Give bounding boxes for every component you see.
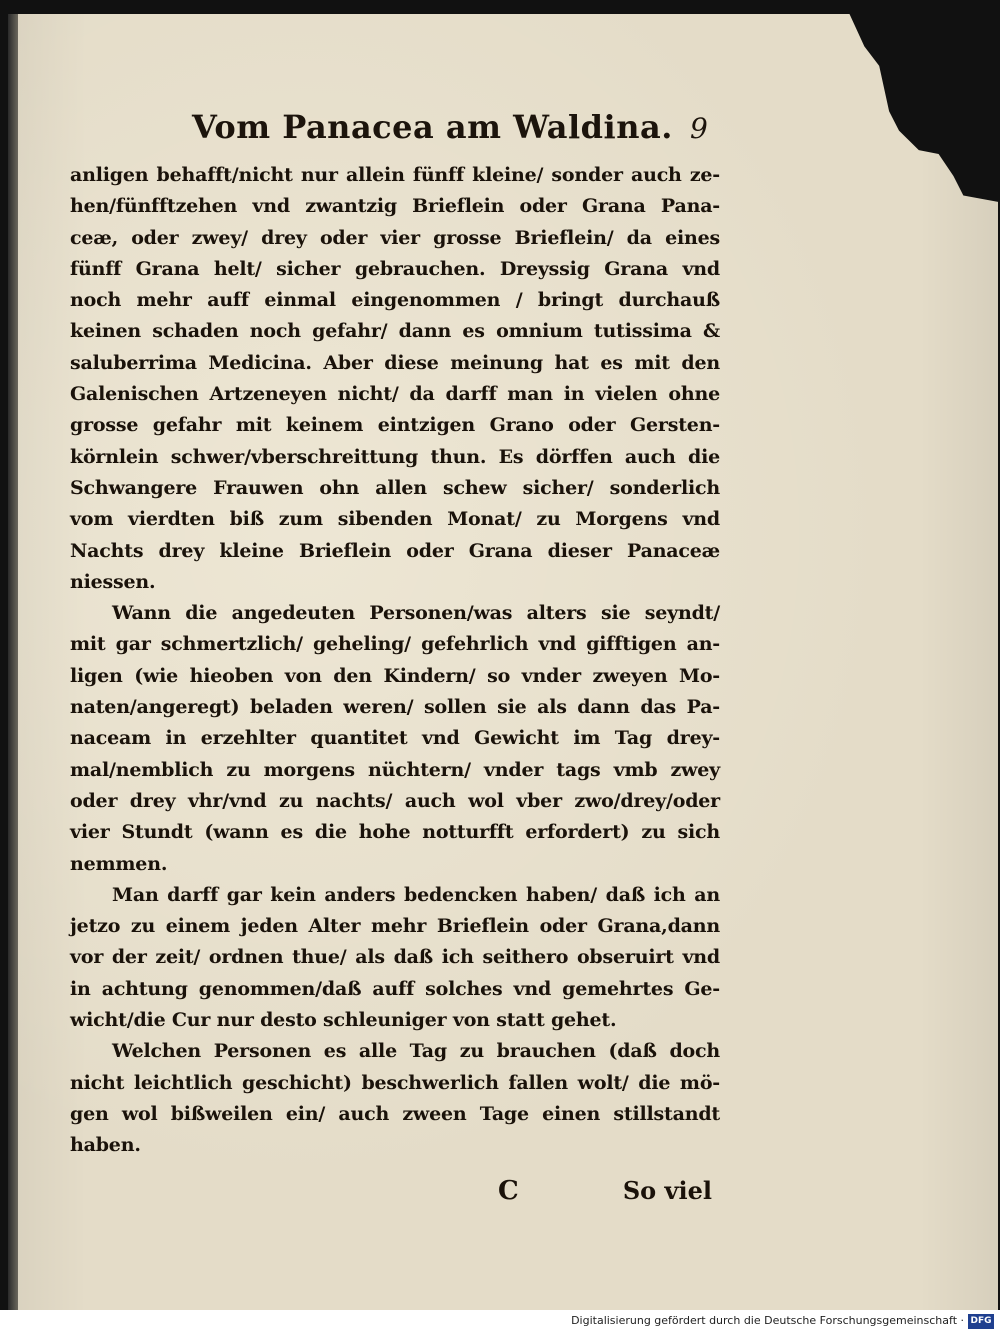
text-line: nicht leichtlich geschicht) beschwerlich fallen wolt/ die mö- [70, 1071, 720, 1094]
text-line: vom vierdten biß zum sibenden Monat/ zu Morgens vnd [70, 508, 720, 531]
text-line: niessen. [70, 570, 156, 593]
text-line: Man darff gar kein anders bedencken haben/ daß ich an [112, 883, 720, 906]
text-line: fünff Grana helt/ sicher gebrauchen. Dreyssig Grana vnd [70, 257, 720, 280]
text-line: hen/fünfftzehen vnd zwantzig Brieflein oder Grana Pana- [70, 195, 720, 218]
text-line: keinen schaden noch gefahr/ dann es omnium tutissima & [70, 320, 720, 343]
text-line: ligen (wie hieoben von den Kindern/ so vnder zweyen Mo- [70, 664, 720, 687]
text-line: noch mehr auff einmal eingenommen / bringt durchauß [70, 289, 720, 312]
text-line: saluberrima Medicina. Aber diese meinung hat es mit den [70, 351, 720, 374]
text-line: Welchen Personen es alle Tag zu brauchen (daß doch [112, 1040, 720, 1063]
text-line: grosse gefahr mit keinem eintzigen Grano oder Gersten- [70, 414, 720, 437]
page-number: 9 [690, 112, 708, 145]
page-header [180, 108, 720, 156]
text-line: körnlein schwer/vberschreittung thun. Es dörffen auch die [70, 445, 720, 468]
text-line: haben. [70, 1134, 141, 1157]
text-line: ceæ, oder zwey/ drey oder vier grosse Brieflein/ da eines [70, 226, 720, 249]
text-line: vor der zeit/ ordnen thue/ als daß ich seithero obseruirt vnd [70, 946, 720, 969]
text-line: mal/nemblich zu morgens nüchtern/ vnder tags vmb zwey [70, 758, 720, 781]
text-line: vier Stundt (wann es die hohe notturfft erfordert) zu sich [70, 821, 720, 844]
dfg-logo-icon[interactable]: DFG [968, 1314, 994, 1329]
catchword: So viel [622, 1176, 712, 1205]
text-line: naten/angeregt) beladen weren/ sollen sie als dann das Pa- [70, 696, 720, 719]
signature-mark: C [498, 1176, 519, 1206]
text-line: Galenischen Artzeneyen nicht/ da darff man in vielen ohne [70, 383, 720, 406]
text-line: nemmen. [70, 852, 168, 875]
binding-gutter [8, 14, 18, 1310]
page-footer [70, 1176, 720, 1212]
credit-text: Digitalisierung gefördert durch die Deutsche Forschungsgemeinschaft · [571, 1314, 964, 1327]
body-text [70, 160, 720, 1162]
running-title: Vom Panacea am Waldina. [192, 108, 673, 146]
text-line: mit gar schmertzlich/ geheling/ gefehrlich vnd gifftigen an- [70, 633, 720, 656]
text-line: jetzo zu einem jeden Alter mehr Brieflein oder Grana,dann [70, 915, 720, 938]
text-line: oder drey vhr/vnd zu nachts/ auch wol vber zwo/drey/oder [70, 789, 720, 812]
text-line: Nachts drey kleine Brieflein oder Grana dieser Panaceæ [70, 539, 720, 562]
text-line: wicht/die Cur nur desto schleuniger von statt gehet. [70, 1009, 617, 1032]
text-line: Schwangere Frauwen ohn allen schew sicher/ sonderlich [70, 476, 720, 499]
text-line: gen wol bißweilen ein/ auch zween Tage einen stillstandt [70, 1102, 720, 1125]
text-line: in achtung genommen/daß auff solches vnd gemehrtes Ge- [70, 977, 720, 1000]
text-line: Wann die angedeuten Personen/was alters sie seyndt/ [112, 602, 720, 625]
credit-bar [0, 1310, 1000, 1333]
text-line: naceam in erzehlter quantitet vnd Gewicht im Tag drey- [70, 727, 720, 750]
text-line: anligen behafft/nicht nur allein fünff kleine/ sonder auch ze- [70, 164, 720, 186]
